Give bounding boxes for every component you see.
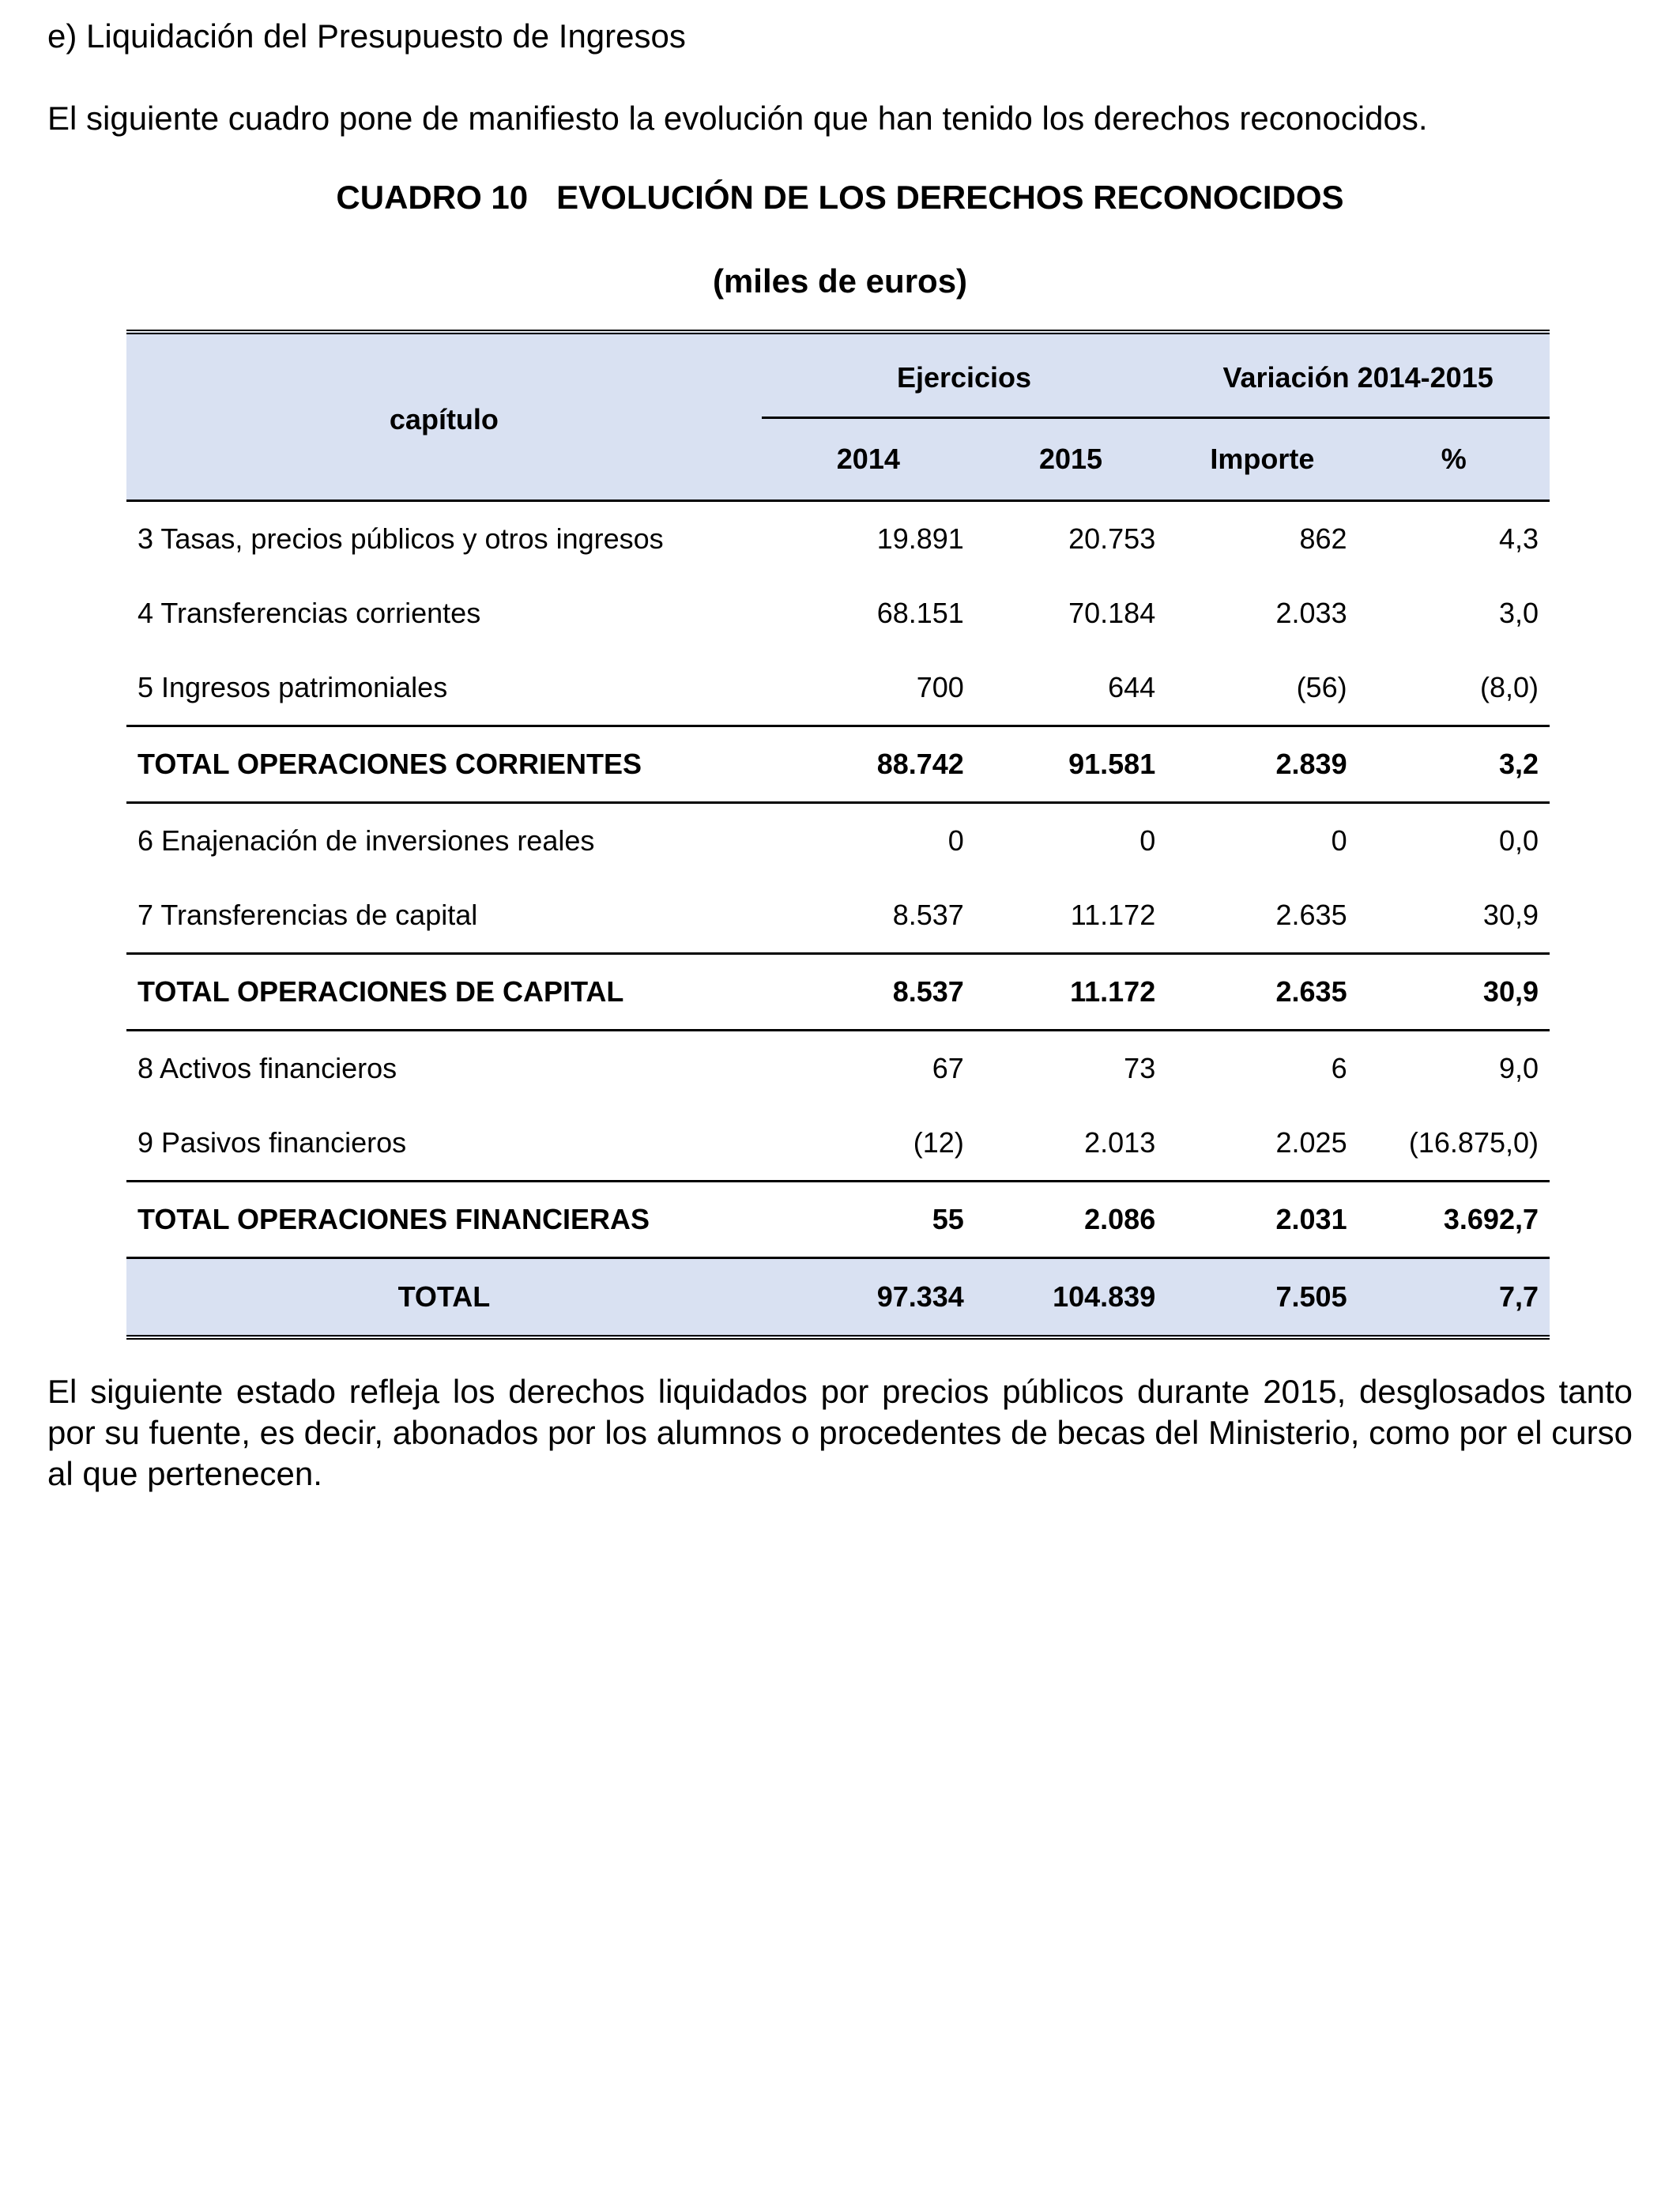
cell-2015: 2.086 [975,1182,1166,1258]
total-2014: 97.334 [762,1258,975,1338]
cell-pct: 0,0 [1498,824,1539,857]
row-label: 7 Transferencias de capital [137,899,478,931]
cell-importe: 2.635 [1166,954,1358,1031]
cell-2014: 19.891 [876,522,964,555]
cell-pct: 3.692,7 [1358,1182,1550,1258]
rights-evolution-table [126,330,1550,1340]
table-title [0,179,1680,217]
row-label: 6 Enajenación de inversiones reales [137,824,595,857]
cell-importe: 2.839 [1166,726,1358,803]
cell-2015: 0 [1139,824,1156,857]
header-2014: 2014 [762,418,975,501]
table-row [126,650,1550,726]
cell-importe: 2.031 [1166,1182,1358,1258]
table-row [126,1106,1550,1182]
table-row [126,878,1550,954]
cell-2014: 0 [947,824,964,857]
cell-pct: 4,3 [1498,522,1539,555]
cell-importe: 862 [1299,522,1347,555]
cell-2015: 644 [1108,671,1156,703]
header-variacion: Variación 2014-2015 [1166,332,1550,418]
row-label: 8 Activos financieros [137,1052,397,1084]
cell-pct: 30,9 [1482,899,1539,931]
cell-importe: 6 [1331,1052,1347,1084]
closing-paragraph: El siguiente estado refleja los derechos liquidados por precios públicos durante 2015, desglosados tanto por su fuente, es decir, abonados por los alumnos o procedentes de becas del Ministerio, como por el curso al que pertenecen. [47,1373,1633,1492]
cell-2014: 67 [932,1052,964,1084]
total-label: TOTAL [126,1258,762,1338]
cell-2014: 8.537 [892,899,964,931]
row-label: TOTAL OPERACIONES DE CAPITAL [126,954,762,1031]
table-row [126,1031,1550,1106]
cell-pct: (16.875,0) [1408,1126,1539,1159]
rights-table-container [126,330,1550,1340]
row-label: TOTAL OPERACIONES CORRIENTES [126,726,762,803]
total-importe: 7.505 [1166,1258,1358,1338]
table-row [126,576,1550,650]
cell-2015: 91.581 [975,726,1166,803]
table-title-text: EVOLUCIÓN DE LOS DERECHOS RECONOCIDOS [556,179,1344,216]
cell-2014: 700 [916,671,964,703]
cell-importe: (56) [1296,671,1347,703]
total-pct: 7,7 [1358,1258,1550,1338]
cell-pct: 3,0 [1498,597,1539,629]
table-subtitle: (miles de euros) [712,262,968,300]
cell-importe: 0 [1331,824,1347,857]
cell-2015: 73 [1124,1052,1156,1084]
header-importe: Importe [1166,418,1358,501]
header-pct: % [1358,418,1550,501]
row-label: 4 Transferencias corrientes [137,597,481,629]
cell-2014: (12) [913,1126,964,1159]
cell-2014: 88.742 [762,726,975,803]
cell-2014: 55 [762,1182,975,1258]
table-number: CUADRO 10 [336,179,529,216]
grand-total-row [126,1258,1550,1338]
cell-2015: 70.184 [1068,597,1156,629]
table-row [126,501,1550,577]
cell-2014: 8.537 [762,954,975,1031]
header-2015: 2015 [975,418,1166,501]
row-label: 5 Ingresos patrimoniales [137,671,448,703]
cell-importe: 2.635 [1275,899,1347,931]
row-label: 9 Pasivos financieros [137,1126,407,1159]
header-ejercicios: Ejercicios [762,332,1166,418]
cell-pct: 9,0 [1498,1052,1539,1084]
cell-importe: 2.033 [1275,597,1347,629]
header-capitulo: capítulo [126,332,762,501]
cell-importe: 2.025 [1275,1126,1347,1159]
cell-pct: 3,2 [1358,726,1550,803]
subtotal-row-financieras [126,1182,1550,1258]
cell-2015: 11.172 [975,954,1166,1031]
cell-2015: 20.753 [1068,522,1156,555]
row-label: TOTAL OPERACIONES FINANCIERAS [126,1182,762,1258]
row-label: 3 Tasas, precios públicos y otros ingresos [137,522,664,555]
section-heading: e) Liquidación del Presupuesto de Ingresos [47,17,686,55]
subtotal-row-capital [126,954,1550,1031]
table-row [126,803,1550,879]
subtotal-row-corrientes [126,726,1550,803]
cell-2015: 11.172 [1070,899,1156,931]
cell-pct: 30,9 [1358,954,1550,1031]
cell-2014: 68.151 [876,597,964,629]
cell-pct: (8,0) [1479,671,1539,703]
total-2015: 104.839 [975,1258,1166,1338]
intro-paragraph: El siguiente cuadro pone de manifiesto la evolución que han tenido los derechos reconocidos. [47,100,1428,137]
cell-2015: 2.013 [1084,1126,1156,1159]
